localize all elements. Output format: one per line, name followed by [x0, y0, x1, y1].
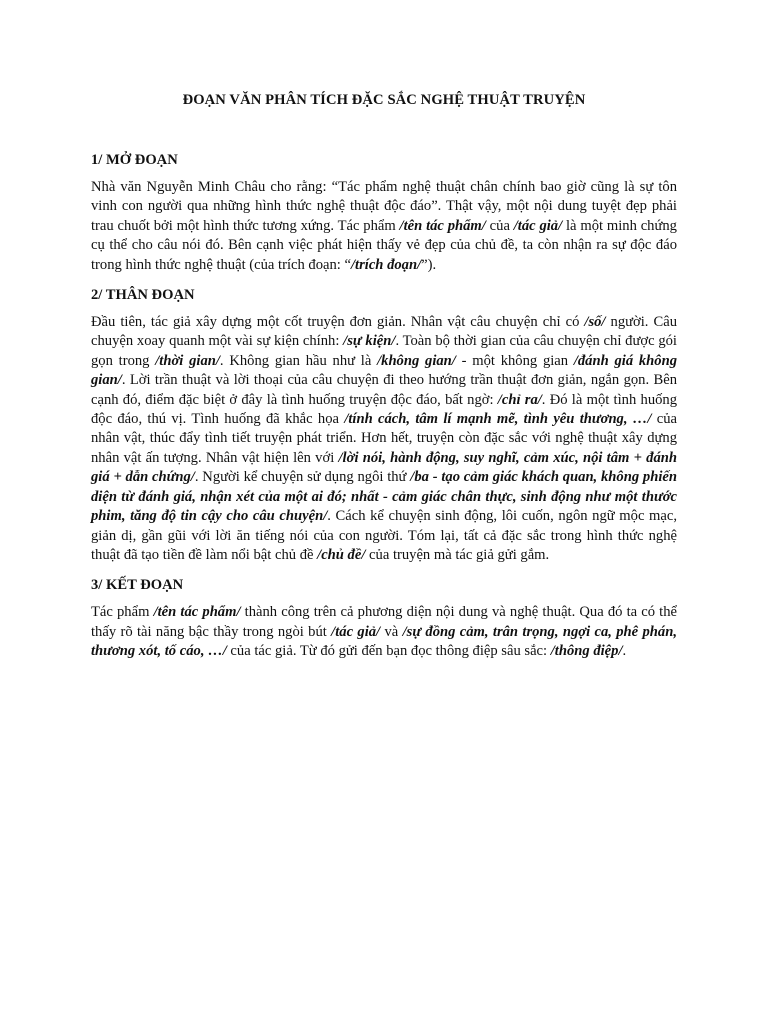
placeholder-text: /thời gian/: [155, 352, 220, 369]
placeholder-text: /tên tác phẩm/: [153, 604, 241, 621]
section-heading-than-doan: 2/ THÂN ĐOẠN: [91, 287, 195, 304]
placeholder-text: /tên tác phẩm/: [399, 217, 486, 234]
paragraph-text: . Không gian hầu như là: [219, 352, 378, 369]
paragraph-ket-doan: [91, 603, 677, 661]
document-page: [91, 90, 677, 673]
placeholder-text: /lời nói, hành động, suy nghĩ, cảm xúc, nội tâm + đánh giá + dẫn chứng/: [91, 449, 678, 486]
paragraph-text: ”).: [421, 256, 437, 273]
paragraph-text: của nhân vật, thúc đẩy tình tiết truyện phát triển. Hơn hết, truyện còn đặc sắc với nghệ thuật xây dựng nhân vật ấn tượng. Nhân vật hiện lên với: [91, 411, 678, 466]
paragraph-text: của tác giả. Từ đó gửi đến bạn đọc thông điệp sâu sắc:: [226, 643, 551, 660]
section-heading-mo-doan: 1/ MỞ ĐOẠN: [91, 152, 178, 168]
paragraph-text: . Người kể chuyện sử dụng ngôi thứ: [194, 469, 411, 486]
paragraph-text: - một không gian: [455, 352, 574, 369]
placeholder-text: /đánh giá không gian/: [91, 352, 677, 389]
placeholder-text: /chủ đề/: [317, 546, 366, 563]
paragraph-text: .: [622, 643, 627, 660]
placeholder-text: /tác giả/: [513, 217, 563, 234]
placeholder-text: /thông điệp/: [550, 643, 623, 660]
placeholder-text: /số/: [584, 314, 606, 331]
document-title: ĐOẠN VĂN PHÂN TÍCH ĐẶC SẮC NGHỆ THUẬT TRUYỆN: [182, 92, 586, 108]
paragraph-text: của truyện mà tác giả gửi gắm.: [365, 546, 550, 563]
placeholder-text: /tính cách, tâm lí mạnh mẽ, tình yêu thương, …/: [344, 411, 652, 428]
placeholder-text: /trích đoạn/: [350, 256, 422, 273]
paragraph-text: . Đó là một tình huống độc đáo, thú vị. Tình huống đã khắc họa: [91, 391, 678, 428]
paragraph-text: Tác phẩm: [91, 604, 154, 621]
paragraph-text: Đầu tiên, tác giả xây dựng một cốt truyện đơn giản. Nhân vật câu chuyện chỉ có: [91, 314, 585, 331]
paragraph-text: của: [485, 217, 514, 234]
placeholder-text: /ba - tạo cảm giác khách quan, không phiến diện từ đánh giá, nhận xét của một ai đó; nhất - cảm giác chân thực, sinh động như một thước phim, tăng độ tin cậy cho câu chuyện/: [91, 469, 677, 525]
paragraph-text: . Lời trần thuật và lời thoại của câu chuyện đi theo hướng trần thuật đơn giản, ngắn gọn. Bên cạnh đó, điểm đặc biệt ở đây là tình huống truyện độc đáo, bất ngờ:: [91, 372, 677, 408]
paragraph-than-doan: [91, 313, 677, 565]
placeholder-text: /sự kiện/: [343, 333, 396, 350]
paragraph-text: và: [380, 623, 403, 640]
placeholder-text: /sự đồng cảm, trân trọng, ngợi ca, phê phán, thương xót, tố cáo, …/: [91, 623, 677, 660]
paragraph-text: . Cách kể chuyện sinh động, lôi cuốn, ngôn ngữ mộc mạc, giản dị, gần gũi với lời ăn tiếng nói của con người. Tóm lại, tất cả đặc sắc trong hình thức nghệ thuật đã tạo tiền đề làm nổi bật chủ đề: [91, 508, 677, 563]
paragraph-text: là một minh chứng cụ thể cho câu nói đó. Bên cạnh việc phát hiện thấy vẻ đẹp của chủ đề, ta còn nhận ra sự độc đáo trong hình thức nghệ thuật (của trích đoạn: “: [91, 217, 677, 273]
paragraph-text: Nhà văn Nguyễn Minh Châu cho rằng: “Tác phẩm nghệ thuật chân chính bao giờ cũng là sự tôn vinh con người qua những hình thức nghệ thuật độc đáo”. Thật vậy, một nội dung tuyệt đẹp phải trau chuốt bởi một hình thức tương xứng. Tác phẩm: [91, 179, 677, 234]
paragraph-text: người. Câu chuyện xoay quanh một vài sự kiện chính:: [91, 314, 677, 350]
placeholder-text: /chỉ ra/: [497, 391, 542, 408]
paragraph-mo-doan: [91, 178, 677, 275]
section-heading-ket-doan: 3/ KẾT ĐOẠN: [91, 577, 184, 594]
paragraph-text: . Toàn bộ thời gian của câu chuyện chỉ được gói gọn trong: [91, 333, 677, 369]
paragraph-text: thành công trên cả phương diện nội dung và nghệ thuật. Qua đó ta có thể thấy rõ tài năng bậc thầy trong ngòi bút: [91, 604, 677, 640]
placeholder-text: /tác giả/: [331, 623, 381, 640]
placeholder-text: /không gian/: [377, 352, 456, 369]
